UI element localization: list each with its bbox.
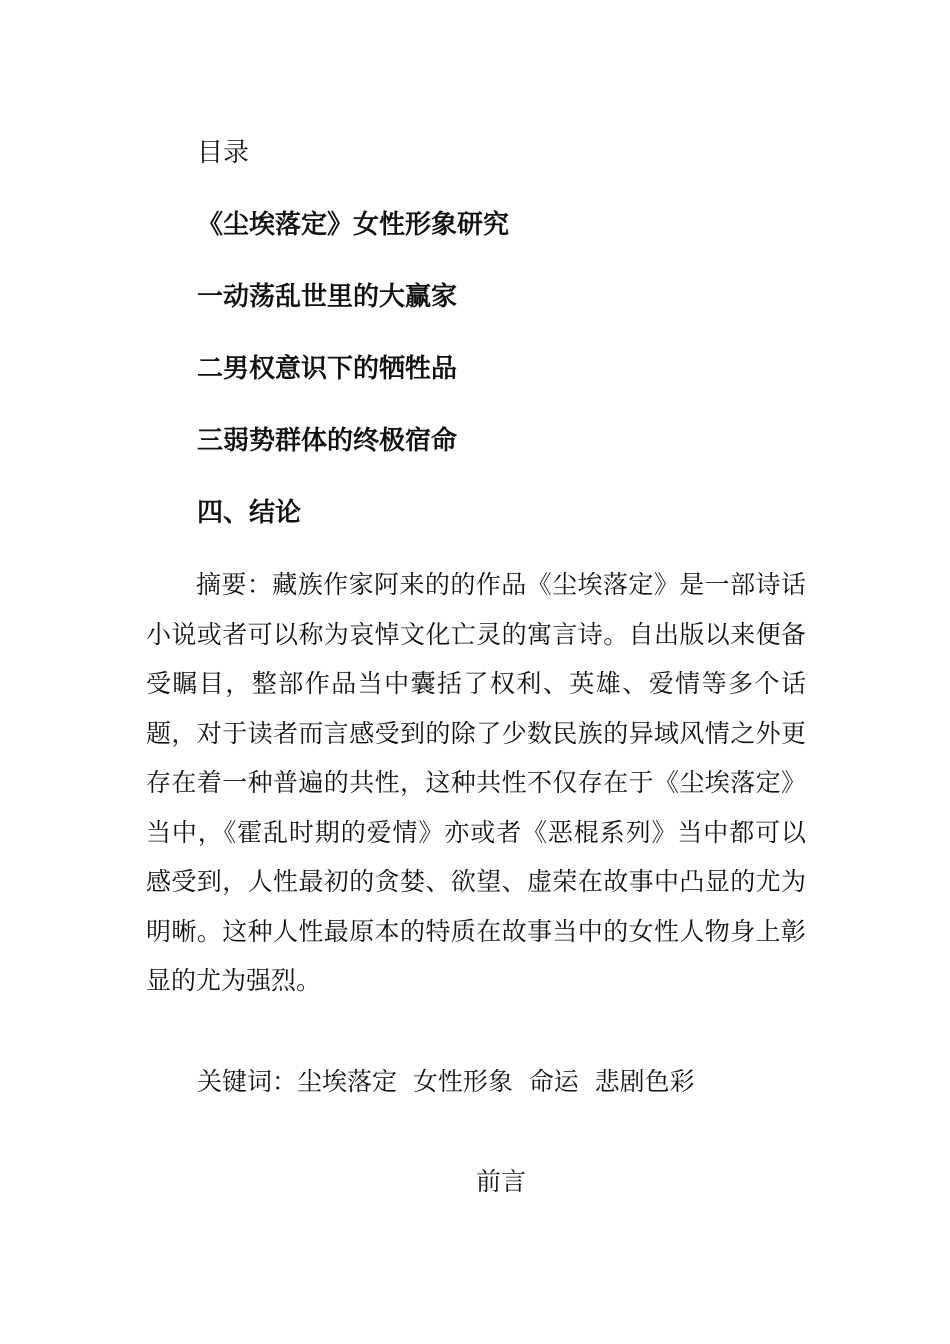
toc-item-2: 二男权意识下的牺牲品 [197, 354, 458, 384]
toc-item-3: 三弱势群体的终极宿命 [197, 426, 458, 456]
abstract-paragraph: 摘要：藏族作家阿来的的作品《尘埃落定》是一部诗话小说或者可以称为哀悼文化亡灵的寓言诗。自出版以来便备受瞩目，整部作品当中囊括了权利、英雄、爱情等多个话题，对于读者而言感受到的除了少数民族的异域风情之外更存在着一种普遍的共性，这种共性不仅存在于《尘埃落定》当中，《霍乱时期的爱情》亦或者《恶棍系列》当中都可以感受到，人性最初的贪婪、欲望、虚荣在故事中凸显的尤为明晰。这种人性最原本的特质在故事当中的女性人物身上彰显的尤为强烈。 [146, 570, 806, 995]
toc-title: 目录 [197, 138, 250, 168]
toc-item-main-title: 《尘埃落定》女性形象研究 [197, 210, 510, 240]
toc-item-4: 四、结论 [197, 498, 302, 528]
toc-item-1: 一动荡乱世里的大赢家 [197, 282, 458, 312]
preface-heading: 前言 [476, 1167, 527, 1196]
keywords-line: 关键词：尘埃落定 女性形象 命运 悲剧色彩 [197, 1067, 695, 1096]
